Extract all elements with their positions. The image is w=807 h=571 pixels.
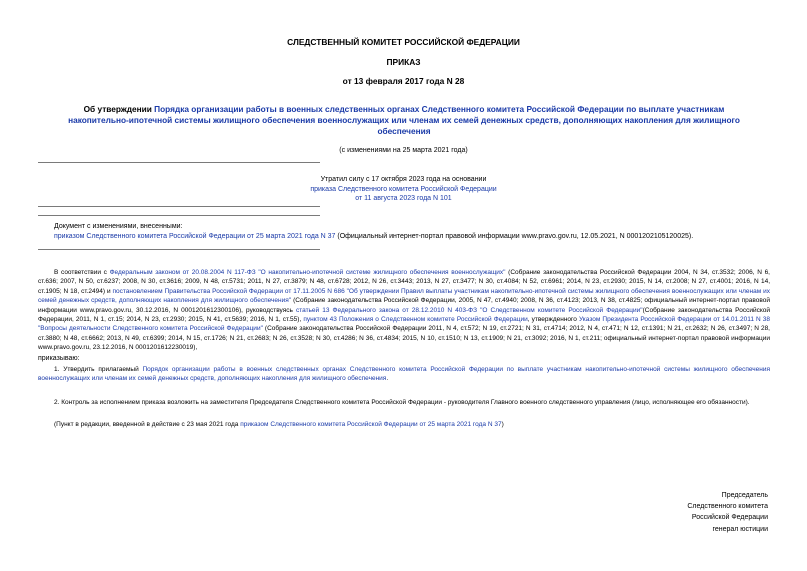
signature-rank: генерал юстиции xyxy=(712,525,768,533)
order-word: приказываю: xyxy=(38,355,80,362)
edition-note-text: (Пункт в редакции, введенной в действие с 23 мая 2021 года xyxy=(54,421,241,428)
signature-country: Российской Федерации xyxy=(691,514,768,522)
title-link[interactable]: Порядка организации работы в военных следственных органах Следственного комитета Российской Федерации по выплате участникам накопительно-ипотечной системы жилищного обеспечения военнослужащих или членам их семей денежных средств, дополняющих накопления для жилищного обеспечения xyxy=(68,104,740,137)
lost-force-text: Утратил силу с 17 октября 2023 года на основании xyxy=(320,176,487,183)
procedure-link[interactable]: Порядок организации работы в военных следственных органах Следственного комитета Российской Федерации по выплате участникам накопительно-ипотечной системы жилищного обеспечения военнослужащих или членам их семей денежных средств, дополняющих накопления для жилищного обеспечения xyxy=(38,366,770,383)
document-date-number: от 13 февраля 2017 года N 28 xyxy=(342,76,465,86)
order-item-2: 2. Контроль за исполнением приказа возложить на заместителя Председателя Следственного комитета Российской Федерации - руководителя Главного военного следственного управления (лицо, исполняющее его обязанности). xyxy=(54,399,750,406)
preamble-text: В соответствии с xyxy=(54,269,110,276)
item1-text: . xyxy=(386,375,389,383)
changes-block xyxy=(54,222,774,241)
divider xyxy=(38,206,320,207)
amendments-note: (с изменениями на 25 марта 2021 года) xyxy=(339,147,468,154)
signature-block xyxy=(687,490,768,535)
edition-note-text: ) xyxy=(501,421,504,428)
signature-position: Председатель xyxy=(721,492,768,499)
lost-force-link-date[interactable]: от 11 августа 2023 года N 101 xyxy=(355,195,452,203)
document-title xyxy=(58,104,750,138)
changes-intro: Документ с изменениями, внесенными: xyxy=(54,223,183,230)
edition-note-link[interactable]: приказом Следственного комитета Российской Федерации от 25 марта 2021 года N 37 xyxy=(240,421,502,428)
item2-edition-note xyxy=(54,420,770,429)
changes-link[interactable]: приказом Следственного комитета Российской Федерации от 25 марта 2021 года N 37 xyxy=(54,232,336,240)
changes-source: (Официальный интернет-портал правовой информации www.pravo.gov.ru, 12.05.2021, N 0001202105120025). xyxy=(335,232,694,240)
divider xyxy=(38,215,320,216)
regulation-item-43-link[interactable]: пунктом 43 Положения о Следственном комитете Российской Федерации xyxy=(303,316,528,324)
divider xyxy=(38,249,320,250)
item1-text: 1. Утвердить прилагаемый xyxy=(54,366,143,373)
federal-law-403-link[interactable]: статьей 13 Федерального закона от 28.12.2010 N 403-ФЗ "О Следственном комитете Российской Федерации" xyxy=(295,306,643,314)
preamble-text: (Собрание законодательства Российской Федерации, 2011, N 1, ст.15; 2014, N 23, ст.2930; 2015, N 41, ст.5639; 2016, N 1, ст.55), xyxy=(38,306,771,324)
preamble-text: (Собрание законодательства Российской Федерации, 2005, N 47, ст.4940; 2008, N 36, ст.4123; 2013, N 38, ст.4825; официальный интернет-портал правовой информации www.pravo.gov.ru, 30.12.2016, N 0001201612300106), руководствуясь xyxy=(38,297,771,314)
organization-name: СЛЕДСТВЕННЫЙ КОМИТЕТ РОССИЙСКОЙ ФЕДЕРАЦИИ xyxy=(287,37,520,47)
divider xyxy=(38,162,320,163)
government-resolution-686-link[interactable]: постановлением Правительства Российской Федерации от 17.11.2005 N 686 "Об утверждении Правил выплаты участникам накопительно-ипотечной системы жилищного обеспечения военнослужащих или членам их семей денежных средств, дополняющих накопления для жилищного обеспечения" xyxy=(38,287,770,305)
federal-law-117-link[interactable]: Федеральным законом от 20.08.2004 N 117-ФЗ "О накопительно-ипотечной системе жилищного обеспечения военнослужащих" xyxy=(109,269,506,276)
preamble-text: (Собрание законодательства Российской Федерации 2011, N 4, ст.572; N 19, ст.2721; N 31, ст.4714; 2012, N 4, ст.471; N 12, ст.1391; N 21, ст.2632; N 26, ст.3497; N 28, ст.3880; N 48, ст.6662; 2013, N 49, ст.6399; 2014, N 15, ст.1726; N 21, ст.2683; N 26, ст.3528; N 30, ст.4286; N 36, ст.4834; 2015, N 10, ст.1510; N 13, ст.1909; N 21, ст.3092; 2016, N 1, ст.211; официальный интернет-портал правовой информации www.pravo.gov.ru, 23.12.2016, N 0001201612230019), xyxy=(38,325,770,352)
signature-organization: Следственного комитета xyxy=(687,503,768,511)
preamble-text: (Собрание законодательства Российской Федерации 2004, N 34, ст.3532; 2006, N 6, ст.636; 2007, N 50, ст.6237; 2008, N 30, ст.3616; 2009, N 48, ст.5731; 2011, N 27, ст.3879; N 48, ст.6728; 2012, N 26, ст.3443; 2013, N 27, ст.3477; N 30, ст.4084; N 52, ст.6961; 2014, N 23, ст.2930; 2015, N 14, ст.2008; N 27, ст.4001; 2016, N 14, ст.1905; N 18, ст.2494) и xyxy=(38,269,770,295)
title-prefix: Об утверждении xyxy=(83,104,155,114)
preamble-text: , утвержденного xyxy=(527,316,579,324)
order-item-1 xyxy=(38,365,770,384)
lost-force-block xyxy=(38,175,769,204)
presidential-decree-38-link[interactable]: Указом Президента Российской Федерации от 14.01.2011 N 38 "Вопросы деятельности Следственного комитета Российской Федерации" xyxy=(38,316,771,333)
document-type: ПРИКАЗ xyxy=(386,57,421,67)
lost-force-link[interactable]: приказа Следственного комитета Российской Федерации xyxy=(310,185,497,193)
preamble-paragraph xyxy=(38,268,770,353)
